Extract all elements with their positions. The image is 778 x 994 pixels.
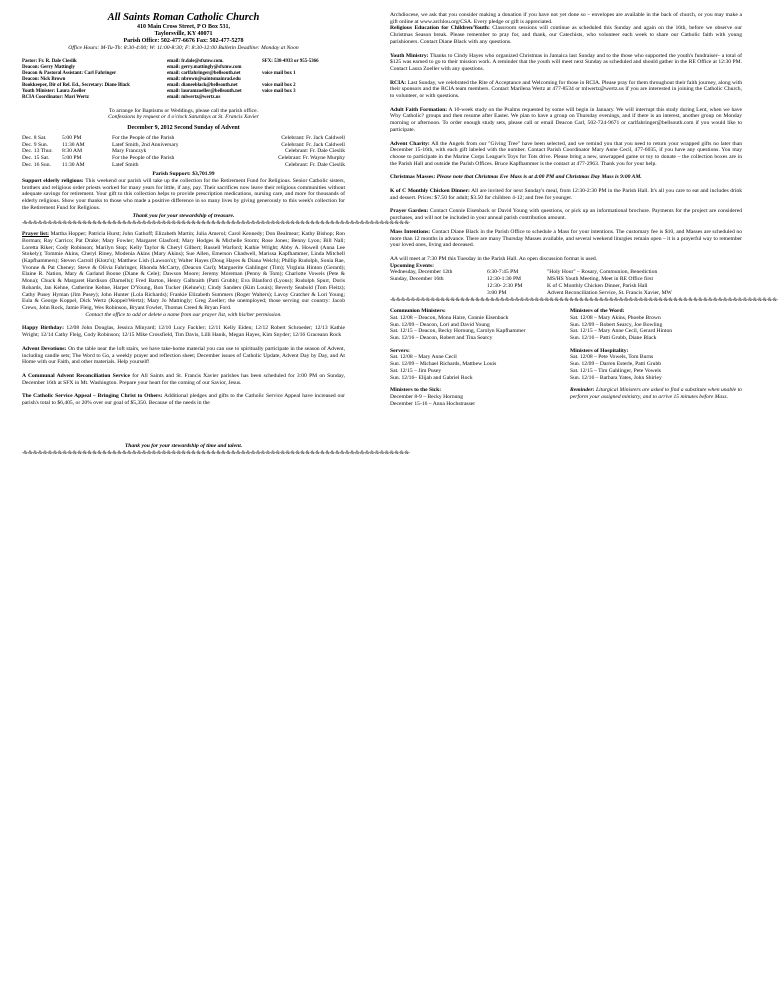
advent-text: On the table near the loft stairs, we have take-home material you can use to spiritually participate in the season of Advent, including candle sets; The Word to Go, a weekly prayer and reflection sheet; December issues of Catholic Update, Advent Day by Day, and At Home with our Faith, and other materials. Help yourself! <box>22 345 345 366</box>
mass-schedule-title: December 9, 2012 Second Sunday of Advent <box>127 125 240 132</box>
staff-email[interactable]: email: gerry.mattingly@sfxmw.com <box>167 64 242 70</box>
mass-celebrant: Celebrant: Fr. Jack Caldwell <box>281 134 345 141</box>
mass-row <box>22 162 345 169</box>
mass-time: 8:30 AM <box>62 148 83 155</box>
list-item: Sun. 12/09 – Michael Richards, Matthew Louis <box>390 361 497 368</box>
right-column <box>390 12 778 407</box>
religious-ed-text: Classroom sessions will continue as scheduled this Sunday and again on the 16th, before we observe our Christmas Season break. Please remember to pray for, and thank, our Catechists, who volunteer each week to share our Catholic faith with young parishioners. Contact Diane Black with any questions. <box>390 25 742 45</box>
event-desc: "Holy Hour" – Rosary, Communion, Benediction <box>547 269 658 276</box>
mass-intentions-text: Contact Diane Black in the Parish Office to schedule a Mass for your intentions. The customary fee is $10, and Masses are scheduled no more than 12 months in advance. There are many Thursday Masses available, and several weekend liturgies remain open – it is a prayerful way to remember your loved ones, living and deceased. <box>390 228 743 249</box>
mass-time: 11:30 AM <box>62 141 85 148</box>
reconciliation-label: A Communal Advent Reconciliation Service <box>22 372 130 379</box>
list-item: Sun. 12/16 – Barbara Yates, John Shirley <box>570 374 662 381</box>
list-item: Sun. 12/09 – Robert Searcy, Joe Bowling <box>570 321 663 328</box>
christmas-masses-text: Please note that Christmas Eve Mass is at 4:00 PM and Christmas Day Mass is 9:00 AM. <box>436 174 642 181</box>
upcoming-events-label: Upcoming Events: <box>390 262 434 269</box>
staff-name: Deacon & Pastoral Assistant: Carl Fahringer <box>22 70 117 76</box>
mass-time: 11:30 AM <box>62 161 85 168</box>
mass-row <box>22 155 345 162</box>
mass-celebrant: Celebrant: Fr. Dale Cieslik <box>285 161 345 168</box>
event-date: Sunday, December 16th <box>390 276 444 283</box>
birthday-label: Happy Birthday: <box>22 325 64 332</box>
ministers-grid <box>390 308 742 381</box>
event-row <box>390 283 742 290</box>
mass-row <box>22 142 345 149</box>
reconciliation-text: for All Saints and St. Francis Xavier parishes has been scheduled for 3:00 PM on Sunday, December 16th at SFX in Mt. Washington. Prepare your heart for the coming of our Savior, Jesus. <box>22 372 345 386</box>
mass-day: Dec. 16 Sun. <box>22 161 51 168</box>
staff-email[interactable]: email: lauramzoeller@bellsouth.net <box>167 88 242 94</box>
staff-directory <box>22 59 345 101</box>
mass-intention: Latef Smith <box>112 161 139 168</box>
adult-faith-text: A 10-week study on the Psalms requested by some will begin in January. We will interrupt this study during Lent, when we have Why Catholic? groups and then resume after Easter. We plan to have a group on Thursday evenings, and if there is an interest, another group on Monday morning or afternoon. To order enough study sets, please call or email Deacon Carl, 502-724-9671 or carlfahringer@bellsouth.com if you would like to participate. <box>390 106 743 133</box>
phone-line: Parish Office: 502-477-6676 Fax: 502-477-5278 <box>123 38 244 44</box>
mass-day: Dec. 15 Sat. <box>22 154 50 161</box>
staff-email[interactable]: email: fr.dale@sfxmw.com. <box>167 58 224 64</box>
event-date <box>390 283 487 290</box>
list-item: Sun. 12/16 – Patti Grubb, Diane Black <box>570 335 657 342</box>
reminder-label: Reminder: <box>570 387 595 394</box>
staff-email[interactable]: email: mlwertz@wertz.us <box>167 94 221 100</box>
aa-meeting: AA will meet at 7:30 PM this Tuesday in the Parish Hall. An open discussion format is used. <box>390 255 598 262</box>
upcoming-events <box>390 269 742 296</box>
staff-email[interactable]: email: nbrown@saintsmainrad.edu <box>167 76 241 82</box>
baptism-note: To arrange for Baptisms or Weddings, please call the parish office. <box>108 107 258 114</box>
prayer-list-text: Martha Hopper; Patricia Hurst; John Gathoff; Elizabeth Martin; Julia Amerol; Carol Kennedy; Don Bealmear; Kathy Bishop; Ron Borman; Ray Carrico; Pat Drake; Mary Fowler; Margaret Glasford; Mary Hodges & Michelle Storm; Rose Jones; Benny Lyon; Bill Nall; Loretta Riker; Cody Robinson; Marilyn Stop; Kelly Taylor & Cheryl Gilbert; Russell Warford; Kathie Wright; Abby A. Howell (Anna Lee Stokely); Tommie Akins, Cheryl Riney, Modenia Akins (Mary Akins); Sue Allen, Emerson Chadwell, Marissa Kapfhammer, Linda Mitchell (Kapfhammers); Steven Carroll (Klotz's); Matthew Lish (Lawson's); Walter Hayes (Doug Hayes & Diana Welch); Phillip Rudolph, Sonia Rae, Yvonne & Pat Cheney; Steve & Olivia Fahringer, Rhonda McCarty, (Deacon Carl); Marguerite Gahlinger (Tim); Virginia Hinton (Gerard); Elaine R. Nation, Mary & Garland Boone (Diane & Cele); Dawson Moore; Jeremy Moreman (Penny & Tom); Charlotte Vowels (Pete & Mona); Chuck & Margaret Hardison (Darnells); Fred Barton, Henry Galbraith (Patti Grubb); Eva Blanford (Lyons); Rudolph Spurr, Doris Robards, Jan Kehne, Catherine Kehne, Harper D'Young, Ron Tucker (Kehne's); Cindy Sanders (Kim Louis); Beverly Seabold (Tom Fleitz); Cathy Pusey Hyman (Jim Pusey); John Hunter (Lola Richards); Frankie Elizabeth Summers (Roger Walters); Lavoy Cratcher & Lori Young; Eula & George Koppel, Dick Wertz (Koppel/Wertz); Mary Jo Mattingly; Greg Zoeller; the unemployed; those serving our country: Jacob Crews, John Rock, Jamie Fleig, Wes Robinson, Bryant Fowler, Thomas Creed & Bryan Ford. <box>22 231 345 311</box>
church-title: All Saints Roman Catholic Church <box>107 12 260 23</box>
mass-intention: Latef Smith, 2nd Anniversary <box>112 141 179 148</box>
staff-name: Bookkeeper, Dir of Rel. Ed., Secretary: Diane Black <box>22 82 130 88</box>
staff-phone: SFX: 538-4933 or 955-5366 <box>262 58 319 64</box>
mass-day: Dec. 8 Sat. <box>22 134 47 141</box>
event-row <box>390 290 742 297</box>
appeal-label: The Catholic Service Appeal – Bringing Christ to Others: <box>22 393 163 400</box>
list-item: Sat. 12/08 – Mary Anne Cecil <box>390 354 457 361</box>
prayer-garden-text: Contact Connie Eisenback or David Young with questions, or pick up an informational brochure. Payments for the project are considered purchases, and will not be included in your annual parish contribution amount. <box>390 208 742 222</box>
religious-ed-label: Religious Education for Children/Youth: <box>390 25 490 32</box>
footer-thanks: Thank you for your stewardship of time and talent. <box>124 442 243 449</box>
parish-support: Parish Support: $3,701.99 <box>152 171 215 178</box>
list-item: Sat. 12/15 – Jim Pusey <box>390 367 442 374</box>
event-date: Wednesday, December 12th <box>390 269 453 276</box>
sick-ministers-title: Ministers to the Sick: <box>390 387 442 394</box>
mass-day: Dec. 9 Sun. <box>22 141 49 148</box>
event-time: 3:00 PM <box>487 289 507 296</box>
youth-ministry-text: Thanks to Cindy Hayes who organized Christmas in Jamaica last Sunday and to the those who supported the youth's fundraiser– a total of $125 was earned to go to their mission work. A reminder that the youth will meet next Sunday as scheduled and should gather in the RE Office at 12:30 PM. Contact Laura Zoeller with any questions. <box>390 52 742 72</box>
sick-reminder-grid <box>390 387 742 407</box>
staff-phone <box>262 95 345 101</box>
koc-dinner-label: K of C Monthly Chicken Dinner: <box>390 188 470 195</box>
prayer-list-label: Prayer list: <box>22 231 49 238</box>
advent-charity-label: Advent Charity: <box>390 140 430 147</box>
event-time: 12:30- 2:30 PM <box>487 282 523 289</box>
mass-intention: For the People of the Parish <box>112 134 175 141</box>
mass-row <box>22 148 345 155</box>
list-item: Sun. 12/16– Elijah and Gabriel Rock <box>390 374 473 381</box>
prayer-garden-label: Prayer Garden: <box>390 208 429 215</box>
address-line-1: 410 Main Cross Street, P O Box 531, <box>137 24 230 30</box>
staff-name: Deacon: Nick Brown <box>22 76 66 82</box>
elderly-thanks: Thank you for your stewardship of treasure. <box>132 212 235 219</box>
appeal-continued: Archdiocese, we ask that you consider making a donation if you have not yet done so – envelopes are available in the back of church, or you may make a gift online at www.archlou.org/CSA. Every pledge or gift is appreciated. <box>390 12 742 25</box>
event-date <box>390 290 487 297</box>
event-desc: K of C Monthly Chicken Dinner, Parish Hall <box>547 282 648 289</box>
staff-phone: voice mail box 3 <box>262 88 296 94</box>
youth-ministry-label: Youth Ministry: <box>390 52 429 59</box>
staff-phone: voice mail box 1 <box>262 70 296 76</box>
reminder-text: Liturgical Ministers are asked to find a substitute when unable to perform your assigned ministry, and to arrive 15 minutes before Mass. <box>570 387 742 400</box>
list-item: Sun. 12/09 – Deacon, Lori and David Young <box>390 321 490 328</box>
communion-ministers-title: Communion Ministers: <box>390 308 446 315</box>
list-item: Sat. 12/08 – Deacon, Mona Haire, Connie Eisenback <box>390 314 509 321</box>
event-desc: MS/HS Youth Meeting, Meet in RE Office first <box>547 276 654 283</box>
list-item: Sat. 12/15 – Tim Gahlinger, Pete Vowels <box>570 367 661 374</box>
appeal-text: Additional pledges and gifts to the Catholic Service Appeal have increased our parish's total to $6,405, or 20% over our goal of $5,350. Because of the needs in the <box>22 393 346 407</box>
mass-celebrant: Celebrant: Fr. Wayne Murphy <box>278 154 345 161</box>
office-hours: Office Hours: M-Tu-Th: 8:30-4:00; W: 11:00-8:30; F: 8:30-12:00 Bulletin Deadline: Monday at Noon <box>68 45 299 51</box>
divider: -&-&-&-&-&-&-&-&-&-&-&-&-&-&-&-&-&-&-&-&-&-&-&-&-&-&-&-&-&-&-&-&-&-&-&-&-&-&-&-&-&-&-&-&-&-&-&-&-&-&-&-&-&-&-&-&-&-&-&-&-&-&-&-&-&-&-&-&-&-&-&-&-&-&-&-&-&-&- <box>22 221 410 227</box>
list-item: Sat. 12/15 – Deacon, Becky Hornung, Carolyn Kapfhammer <box>390 328 526 335</box>
event-desc: Advent Reconciliation Service, St. Francis Xavier, MW <box>547 289 672 296</box>
koc-dinner-text: All are invited for next Sunday's meal, from 12:30-2:30 PM in the Parish Hall. It's all you care to eat and includes drink and dessert. Prices: $7.50 for adult; $3.50 for children 4-12; and free for younger. <box>390 188 743 201</box>
staff-name: Youth Minister: Laura Zoeller <box>22 88 86 94</box>
event-row <box>390 276 742 283</box>
advent-charity-text: All the Angels from our "Giving Tree" have been selected, and we remind you that you need to return your wrapped gifts no later than December 15-16th, with each gift labeled with the number. Contact Parish Coordinator Mary Anne Cecil, 477-6035, if you have any questions. You may choose to participate in the Marine Corps League's Toys for Tots drive. Please bring a new, unwrapped game or toy to donate – the collection boxes are in the Parish Hall and outside the Parish Offices. Bruce Kapfhammer is the contact at 477-2963. Thank you for your help. <box>390 140 743 167</box>
list-item: December 8-9 – Becky Hornung <box>390 393 464 400</box>
mass-schedule <box>22 135 345 169</box>
adult-faith-label: Adult Faith Formation: <box>390 106 448 113</box>
staff-name: Pastor: Fr. R. Dale Cieslik <box>22 58 77 64</box>
list-item: Sun. 12/16 – Deacon, Robert and Tina Searcy <box>390 335 493 342</box>
confession-note: Confessions by request or 4 o'clock Saturdays at St. Francis Xavier <box>108 114 259 121</box>
servers-title: Servers: <box>390 347 410 354</box>
word-ministers-title: Ministers of the Word: <box>570 308 625 315</box>
list-item: Sat. 12/08 – Mary Akins, Phoebe Brown <box>570 314 661 321</box>
advent-label: Advent Devotions: <box>22 345 67 352</box>
elderly-label: Support elderly religious: <box>22 178 84 185</box>
divider: -&-&-&-&-&-&-&-&-&-&-&-&-&-&-&-&-&-&-&-&-&-&-&-&-&-&-&-&-&-&-&-&-&-&-&-&-&-&-&-&-&-&-&-&-&-&-&-&-&-&-&-&-&-&-&-&-&-&-&-&-&-&-&-&-&-&-&-&-&-&-&-&-&-&-&-&-&-&- <box>390 298 778 304</box>
mass-intention: For the People of the Parish <box>112 154 175 161</box>
mass-intention: Mary Franczyk <box>112 148 147 155</box>
staff-email[interactable]: email: dianeeblack@bellsouth.net <box>167 82 238 88</box>
list-item: Sun. 12/09 – Darren Esterle, Patti Grubb <box>570 361 662 368</box>
rcia-text: Last Sunday, we celebrated the Rite of Acceptance and Welcoming for those in RCIA. Please pray for them throughout their faith journey, along with their sponsors and the RCIA team members. Contact Marilena Wertz at 477-8534 or mlwertz@wertz.us if you are interested in joining the Catholic Church, to volunteer, or with questions. <box>390 79 742 100</box>
staff-email[interactable]: email: carlfahringer@bellsouth.net <box>167 70 241 76</box>
staff-phone: voice mail box 2 <box>262 82 296 88</box>
event-time: 6:30-7:45 PM <box>487 269 519 276</box>
rcia-label: RCIA: <box>390 79 407 86</box>
staff-name: RCIA Coordinator: Mari Wertz <box>22 94 89 100</box>
mass-day: Dec. 13 Thur. <box>22 148 53 155</box>
list-item: Sat. 12/08 – Pete Vowels, Tom Burns <box>570 354 654 361</box>
christmas-masses-label: Christmas Masses: <box>390 174 436 181</box>
mass-time: 5:00 PM <box>62 154 82 161</box>
mass-intentions-label: Mass Intentions: <box>390 228 431 235</box>
hospitality-ministers-title: Ministers of Hospitality: <box>570 347 629 354</box>
list-item: December 15-16 – Anna Hochstrasser <box>390 400 476 407</box>
mass-row <box>22 135 345 142</box>
address-line-2: Taylorsville, KY 40071 <box>154 31 213 37</box>
event-time: 12:30-1:30 PM <box>487 276 522 283</box>
mass-time: 5:00 PM <box>62 134 82 141</box>
birthday-text: 12/08 John Douglas, Jessica Minyard; 12/10 Lucy Fackler; 12/11 Kelly Eiden; 12/12 Robert Schroeder; 12/13 Kathie Wright; 12/14 Cathy Fleig, Cody Robinson; 12/15 Mike Crossfield, Tim Davis, Lilli Hanik, Megan Hayes, Kim Snyder; 12/16 Graceann Rock <box>22 325 345 339</box>
elderly-text: This weekend our parish will take up the collection for the Retirement Fund for Religious. Senior Catholic sisters, brothers and religious order priests worked for many years for little, if any, pay. Their sacrifices now leave their religious communities without adequate savings for retirement. Your gift to this collection helps to provide prescription medications, nursing care, and more for thousands of elderly religious. Show your thanks to those who made a positive difference in so many lives by giving generously to this week's collection for the Retirement Fund for Religious. <box>22 178 345 211</box>
prayer-contact: Contact the office to add or delete a name from our prayer list, with his/her permission. <box>85 311 282 318</box>
staff-name: Deacon: Gerry Mattingly <box>22 64 75 70</box>
list-item: Sat. 12/15 – Mary Anne Cecil, Gerard Hinton <box>570 328 673 335</box>
divider: -&-&-&-&-&-&-&-&-&-&-&-&-&-&-&-&-&-&-&-&-&-&-&-&-&-&-&-&-&-&-&-&-&-&-&-&-&-&-&-&-&-&-&-&-&-&-&-&-&-&-&-&-&-&-&-&-&-&-&-&-&-&-&-&-&-&-&-&-&-&-&-&-&-&-&-&-&-&- <box>22 451 410 457</box>
mass-celebrant: Celebrant: Fr. Dale Cieslik <box>285 148 345 155</box>
mass-celebrant: Celebrant: Fr. Jack Caldwell <box>281 141 345 148</box>
